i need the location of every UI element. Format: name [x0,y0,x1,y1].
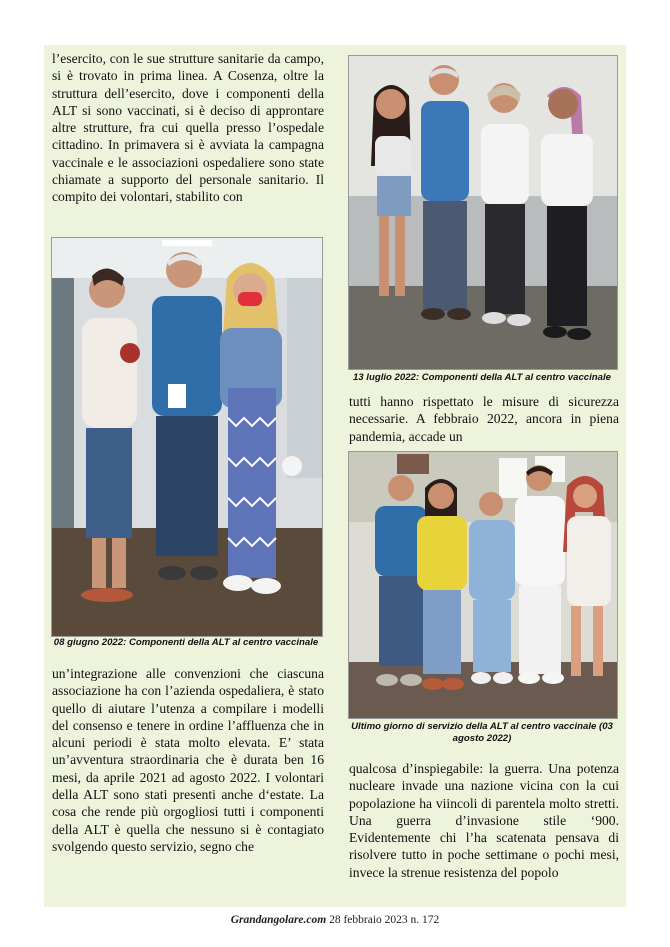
caption-photo-july: 13 luglio 2022: Componenti della ALT al centro vaccinale [352,372,612,383]
article-text-col1-bottom: un’integrazione alle convenzioni che ciascuna associazione ha con l’azienda ospedaliera, è stato quello di aiutare l’utenza a compilare i modelli del consenso e tenere in ordine l’affluenza che in alcuni periodi è stata molto elevata. E’ stata un’avventura straordinaria che è durata ben 16 mesi, da aprile 2021 ad agosto 2022. I volontari della ALT sono stati presenti anche d‘estate. La cosa che rende più orgogliosi tutti i componenti della ALT è quella che nessuno si è contagiato svolgendo questo servizio, segno che [52,666,324,854]
photo-june-2022 [51,237,323,637]
caption-photo-august: Ultimo giorno di servizio della ALT al centro vaccinale (03 agosto 2022) [351,721,613,744]
article-text-col1-top: l’esercito, con le sue strutture sanitarie da campo, si è trovato in prima linea. A Cosenza, oltre la struttura dell’esercito, dove i componenti della ALT si sono vaccinati, si è deciso di approntare altre strutture, fra cui quella presso l’ospedale cittadino. In primavera si è avviata la campagna vaccinale e le associazioni ospedaliere sono state chiamate a supporto del personale sanitario. Il compito dei volontari, stabilito con [52,51,324,205]
page-footer [0,914,670,926]
article-text-col2-middle: tutti hanno rispettato le misure di sicurezza necessarie. A febbraio 2022, ancora in piena pandemia, accade un [349,394,619,444]
footer-site-name[interactable]: Grandangolare.com [230,914,327,926]
photo-august-2022 [348,451,618,719]
photo-july-2022 [348,55,618,370]
article-text-col2-bottom: qualcosa d’inspiegabile: la guerra. Una potenza nucleare invade una nazione vicina con la cui popolazione ha viincoli di parentela molto stretti. Una guerra d’invasione stile ‘900. Evidentemente chi l’ha scatenata pensava di risolvere tutto in poche settimane o pochi mesi, invece la strenue resistenza del popolo [349,761,619,880]
caption-photo-june: 08 giugno 2022: Componenti della ALT al centro vaccinale [53,637,319,648]
footer-issue: 28 febbraio 2023 n. 172 [326,914,440,926]
